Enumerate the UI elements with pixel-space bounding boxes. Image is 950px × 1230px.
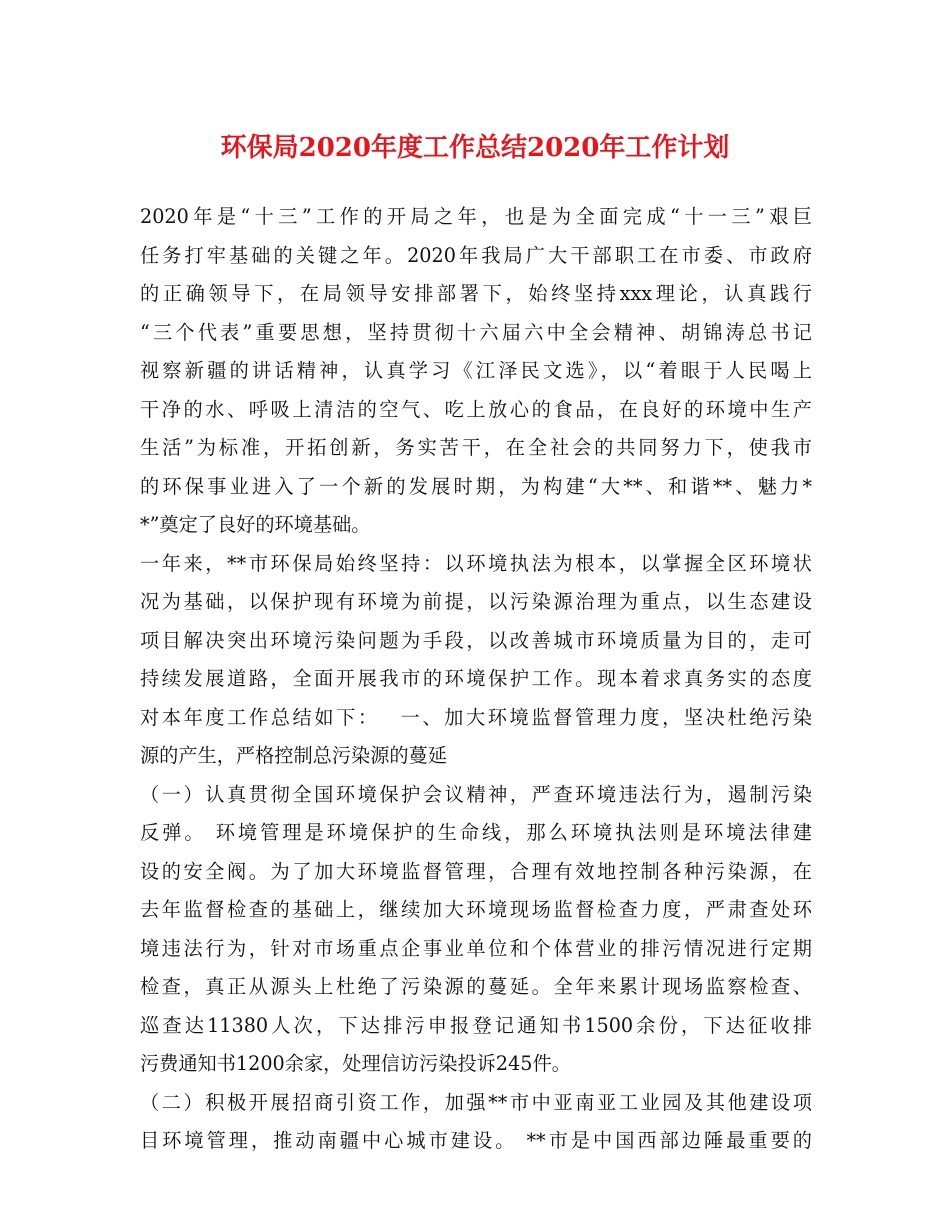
text-line: 源的产生，严格控制总污染源的蔓延 xyxy=(140,744,447,767)
text-line: 生活”为标准，开拓创新，务实苦干，在全社会的共同努力下，使我市 xyxy=(140,436,812,459)
text-line: 对本年度工作总结如下： 一、加大环境监督管理力度，坚决杜绝污染 xyxy=(140,705,812,729)
text-line: 巡查达11380人次，下达排污申报登记通知书1500余份，下达征收排 xyxy=(140,1013,812,1037)
text-line: 设的安全阀。为了加大环境监督管理，合理有效地控制各种污染源，在 xyxy=(140,859,812,883)
text-line: 持续发展道路，全面开展我市的环境保护工作。现本着求真务实的态度 xyxy=(140,667,812,690)
text-line: （一）认真贯彻全国环境保护会议精神，严查环境违法行为，遏制污染 xyxy=(140,782,812,806)
text-line: 项目解决突出环境污染问题为手段，以改善城市环境质量为目的，走可 xyxy=(140,628,812,652)
text-line: （二）积极开展招商引资工作，加强**市中亚南亚工业园及其他建设项 xyxy=(140,1090,812,1114)
document-title: 环保局2020年度工作总结2020年工作计划 xyxy=(220,133,730,163)
text-line: 视察新疆的讲话精神，认真学习《江泽民文选》，以“着眼于人民喝上 xyxy=(140,359,812,382)
text-line: 任务打牢基础的关键之年。2020年我局广大干部职工在市委、市政府 xyxy=(140,243,812,267)
text-line: “三个代表”重要思想，坚持贯彻十六届六中全会精神、胡锦涛总书记 xyxy=(140,320,812,344)
text-line: 检查，真正从源头上杜绝了污染源的蔓延。全年来累计现场监察检查、 xyxy=(140,975,812,998)
text-line: 干净的水、呼吸上清洁的空气、吃上放心的食品，在良好的环境中生产 xyxy=(140,397,812,421)
text-line: 的正确领导下，在局领导安排部署下，始终坚持xxx理论，认真践行 xyxy=(140,282,812,305)
text-line: 反弹。 环境管理是环境保护的生命线，那么环境执法则是环境法律建 xyxy=(140,821,812,844)
document-body xyxy=(140,198,812,1161)
text-line: 况为基础，以保护现有环境为前提，以污染源治理为重点，以生态建设 xyxy=(140,590,812,613)
text-line: 的环保事业进入了一个新的发展时期，为构建“大**、和谐**、魅力* xyxy=(140,474,812,498)
text-line: 2020年是“十三”工作的开局之年，也是为全面完成“十一三”艰巨 xyxy=(140,205,812,228)
text-line: 去年监督检查的基础上，继续加大环境现场监督检查力度，严肃查处环 xyxy=(140,898,812,921)
text-line: *”奠定了良好的环境基础。 xyxy=(140,513,371,536)
text-line: 一年来，**市环保局始终坚持：以环境执法为根本，以掌握全区环境状 xyxy=(140,551,812,575)
text-line: 境违法行为，针对市场重点企事业单位和个体营业的排污情况进行定期 xyxy=(140,936,812,960)
text-line: 污费通知书1200余家，处理信访污染投诉245件。 xyxy=(140,1052,571,1075)
text-line: 目环境管理，推动南疆中心城市建设。 **市是中国西部边陲最重要的 xyxy=(140,1129,812,1152)
